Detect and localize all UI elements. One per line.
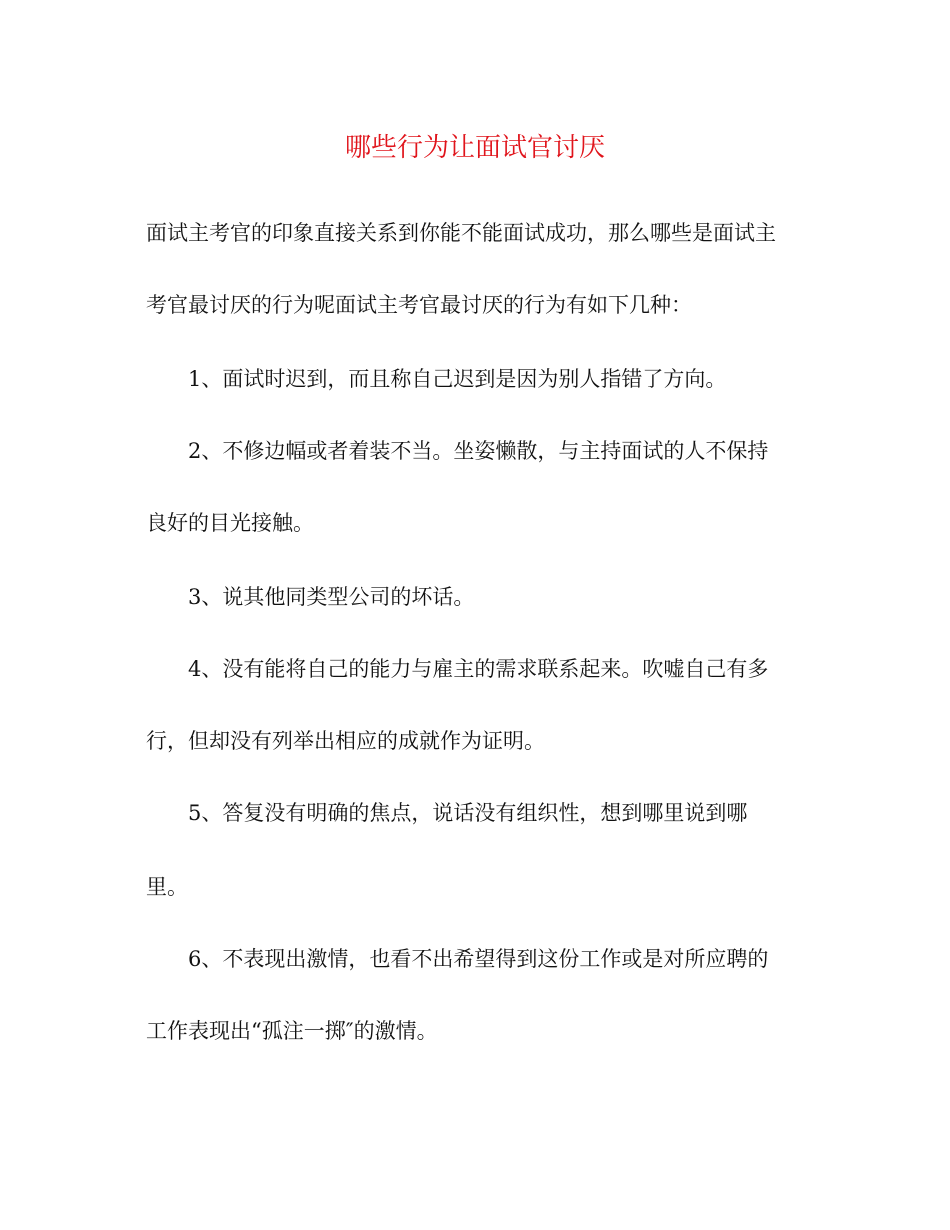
item-2-line-2: 良好的目光接触。 — [146, 511, 314, 535]
item-4-line-2: 行，但却没有列举出相应的成就作为证明。 — [146, 729, 545, 753]
intro-line-1: 面试主考官的印象直接关系到你能不能面试成功，那么哪些是面试主 — [146, 221, 776, 245]
item-4-line-1: 4、没有能将自己的能力与雇主的需求联系起来。吹嘘自己有多 — [188, 657, 769, 681]
item-3: 3、说其他同类型公司的坏话。 — [188, 585, 475, 609]
item-5-line-2: 里。 — [146, 875, 188, 899]
item-1: 1、面试时迟到，而且称自己迟到是因为别人指错了方向。 — [188, 367, 727, 391]
item-2-line-1: 2、不修边幅或者着装不当。坐姿懒散，与主持面试的人不保持 — [188, 439, 769, 463]
item-5-line-1: 5、答复没有明确的焦点，说话没有组织性，想到哪里说到哪 — [188, 801, 748, 825]
item-6-line-2: 工作表现出“孤注一掷″的激情。 — [146, 1019, 438, 1043]
item-6-line-1: 6、不表现出激情，也看不出希望得到这份工作或是对所应聘的 — [188, 947, 769, 971]
intro-line-2: 考官最讨厌的行为呢面试主考官最讨厌的行为有如下几种： — [146, 293, 692, 317]
document-title: 哪些行为让面试官讨厌 — [344, 133, 605, 163]
